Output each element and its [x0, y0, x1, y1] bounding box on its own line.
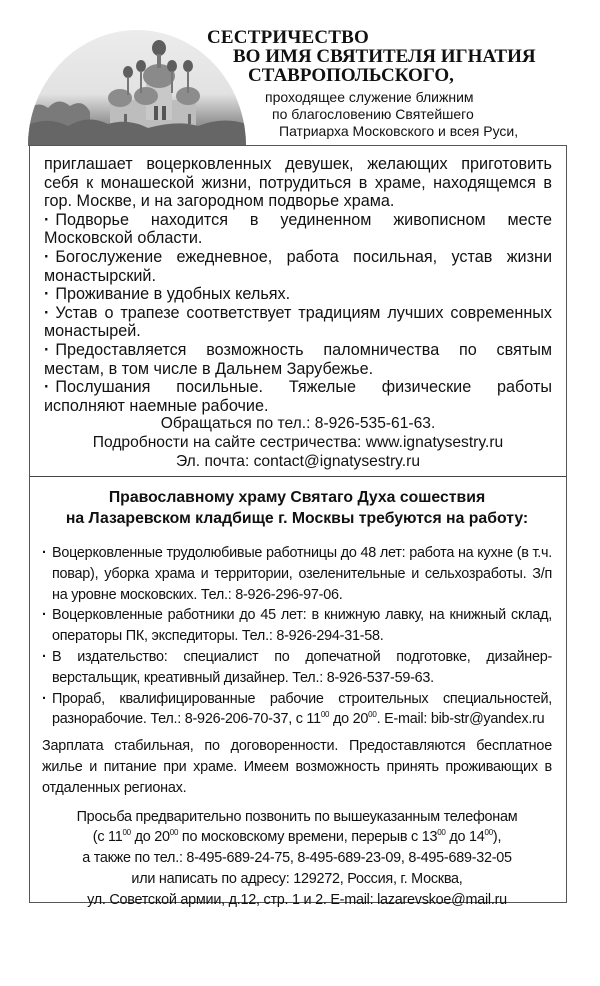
section-divider: [30, 476, 566, 477]
sisterhood-section: [30, 146, 566, 477]
bullet-item: · Проживание в удобных кельях.: [44, 285, 552, 304]
bullet-dot-icon: ·: [42, 690, 47, 707]
job-text: В издательство: специалист по допечатной подготовке, дизайнер-верстальщик, креативный дизайнер. Тел.: 8-926-537-59-63.: [52, 648, 552, 686]
title-line-2: ВО ИМЯ СВЯТИТЕЛЯ ИГНАТИЯ: [233, 46, 536, 67]
advertisement-box: [29, 145, 567, 908]
bullet-item: · Подворье находится в уединенном живописном месте Московской области.: [44, 211, 552, 248]
salary-paragraph: Зарплата стабильная, по договоренности. Предоставляются бесплатное жилье и питание при храме. Имеем возможность принять проживающих в отдаленных регионах.: [42, 738, 552, 796]
request-line: Просьба предварительно позвонить по вышеуказанным телефонам: [76, 808, 518, 825]
bullet-item: · Устав о трапезе соответствует традициям лучших современных монастырей.: [44, 304, 552, 341]
job-item: [42, 605, 552, 647]
hours-text: до 14: [445, 829, 485, 846]
hours-text: до 20: [130, 829, 170, 846]
contact-block: [42, 807, 552, 911]
bullet-dot-icon: ·: [42, 607, 47, 624]
superscript: 00: [320, 710, 330, 720]
address-line-1: или написать по адресу: 129272, Россия, г. Москва,: [131, 870, 463, 887]
superscript: 00: [368, 710, 377, 720]
job-email[interactable]: . E-mail: bib-str@yandex.ru: [376, 711, 545, 728]
job-item: [42, 689, 552, 731]
job-item: [42, 647, 552, 689]
jobs-heading-line-2: на Лазаревском кладбище г. Москвы требуются на работу:: [65, 509, 529, 527]
phones-line: а также по тел.: 8-495-689-24-75, 8-495-689-23-09, 8-495-689-32-05: [82, 850, 512, 867]
superscript: 00: [169, 828, 179, 838]
bullet-item: · Послушания посильные. Тяжелые физические работы исполняют наемные рабочие.: [44, 378, 552, 415]
superscript: 00: [437, 828, 446, 838]
church-jobs-section: [30, 478, 566, 908]
contact-phone: Обращаться по тел.: 8-926-535-61-63.: [160, 415, 436, 433]
bullet-item: · Богослужение ежедневное, работа посильная, устав жизни монастырский.: [44, 248, 552, 285]
job-text: Воцерковленные работники до 45 лет: в книжную лавку, на книжный склад, операторы ПК, экспедиторы. Тел.: 8-926-294-31-58.: [52, 607, 552, 645]
job-text: Прораб, квалифицированные рабочие строительных специальностей, разнорабочие. Тел.: 8-926-206-70-37, с 11: [52, 690, 552, 728]
hours-text: по московскому времени, перерыв с 13: [178, 829, 438, 846]
job-text: до 20: [329, 711, 369, 728]
jobs-heading: [42, 488, 552, 529]
subtitle-line-3: Патриарха Московского и всея Руси,: [279, 123, 519, 139]
address-line-2: ул. Советской армии, д.12, стр. 1 и 2. E-mail: lazarevskoe@mail.ru: [87, 891, 507, 908]
hours-text: ),: [492, 829, 502, 846]
contact-website[interactable]: Подробности на сайте сестричества: www.ignatysestry.ru: [92, 433, 504, 451]
intro-paragraph: приглашает воцерковленных девушек, желающих приготовить себя к монашеской жизни, потрудиться в храме, находящемся в гор. Москве, и на загородном подворье храма.: [44, 155, 552, 211]
bullet-dot-icon: ·: [42, 545, 47, 561]
title-line-3: СТАВРОПОЛЬСКОГО,: [248, 65, 454, 86]
hours-line: [42, 827, 552, 848]
contact-email[interactable]: Эл. почта: contact@ignatysestry.ru: [175, 452, 420, 470]
jobs-heading-line-1: Православному храму Святаго Духа сошествия: [108, 489, 486, 506]
superscript: 00: [484, 828, 493, 838]
job-item: [42, 543, 552, 605]
title-line-1: СЕСТРИЧЕСТВО: [207, 27, 370, 48]
superscript: 00: [122, 828, 131, 838]
hours-text: (с 11: [92, 829, 123, 846]
bullet-item: · Предоставляется возможность паломничества по святым местам, в том числе в Дальнем Зарубежье.: [44, 341, 552, 378]
job-text: Воцерковленные трудолюбивые работницы до 48 лет: работа на кухне (в т.ч. повар), уборка храма и территории, озеленительные и сельхозработы. З/п на уровне московских. Тел.: 8-926-296-97-06.: [52, 545, 552, 603]
subtitle-line-2: по благословению Святейшего: [272, 106, 474, 122]
header: [0, 0, 600, 146]
subtitle-line-1: проходящее служение ближним: [265, 89, 474, 105]
bullet-dot-icon: ·: [42, 648, 47, 665]
